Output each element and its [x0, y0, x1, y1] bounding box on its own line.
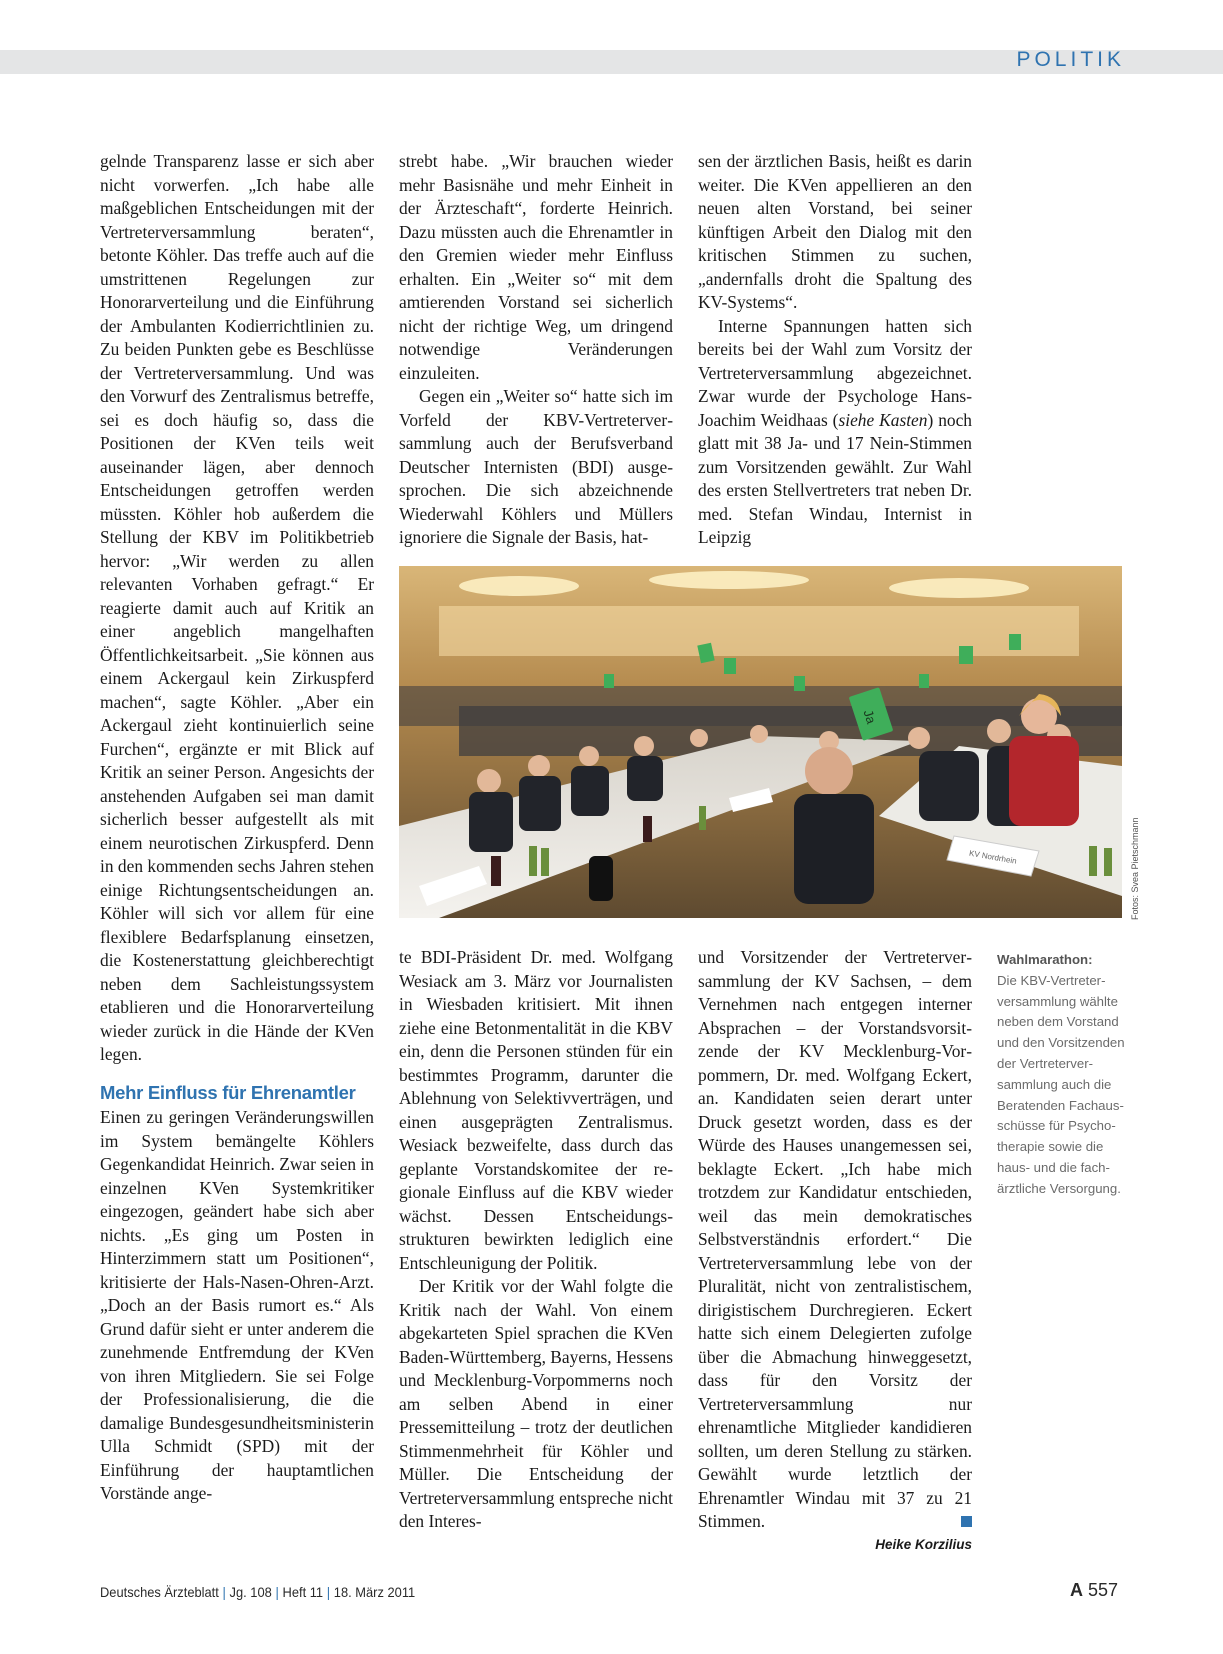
footer-publication	[100, 1584, 415, 1600]
article-column-3-bottom	[698, 946, 972, 1534]
paragraph: gelnde Transparenz lasse er sich aber nicht vorwerfen. „Ich habe alle maßgeblichen Entscheidungen mit der Vertreterversammlung beraten“, betonte Köhler. Das treffe auch auf die umstrittenen Regelungen zur Honorarverteilung und die Einführung der Ambulanten Kodierrichtlinien zu. Zu beiden Punkten gebe es Beschlüsse der Vertreterversammlung. Und was den Vorwurf des Zentralismus betreffe, sei es doch häufig so, dass die Positionen der KVen teils weit auseinander lägen, aber dennoch Entscheidungen getroffen werden müssten. Köhler hob außerdem die Stellung der KBV im Politikbetrieb hervor: „Wir werden zu allen relevanten Vorhaben gefragt.“ Er reagierte damit auch auf Kritik an einer angeblich mangelhaften Öffentlichkeitsarbeit. „Sie können aus einem Ackergaul kein Zirkuspferd machen“, sagte Köhler. „Aber ein Ackergaul zieht kontinuierlich seine Furchen“, ergänzte er mit Blick auf Kritik an seiner Person. Angesichts der anstehenden Aufgaben sei man damit sicherlich besser aufgestellt als mit einem neurotischen Zirkuspferd. Denn in den kommenden sechs Jahren stehen einige Richtungsentscheidungen an. Köhler will sich vor allem für eine flexiblere Bedarfsplanung einsetzen, die Kostenerstattung gleichberechtigt neben dem Sachleistungssystem etablieren und die Honorarverteilung wieder zurück in die Hände der KVen legen.	[100, 151, 374, 1064]
article-column-3-top	[698, 150, 972, 550]
subheading: Mehr Einfluss für Ehrenamtler	[100, 1081, 356, 1103]
footer-separator: |	[222, 1584, 226, 1600]
paragraph: Der Kritik vor der Wahl folgte die Kritik nach der Wahl. Von einem abgekarteten Spiel sprachen die KVen Baden-Württemberg, Bayerns, Hessens und Mecklenburg-Vorpommerns noch am selben Abend in einer Pressemitteilung – trotz der deutlichen Stimmenmehrheit für Köhler und Müller. Die Entscheidung der Vertreterversammlung entspreche nicht den Interes-	[399, 1276, 673, 1531]
volume: Jg. 108	[229, 1584, 272, 1600]
paragraph: sen der ärztlichen Basis, heißt es darin weiter. Die KVen appellieren an den neuen alten Vorstand, bei seiner künftigen Arbeit den Dialog mit den kritischen Stimmen zu suchen, „andernfalls droht die Spaltung des KV-Systems“.	[698, 151, 972, 312]
page-prefix: A	[1069, 1580, 1083, 1600]
section-label: POLITIK	[1016, 48, 1125, 71]
footer-separator: |	[326, 1584, 331, 1600]
paragraph: te BDI-Präsident Dr. med. Wolfgang Wesiack am 3. März vor Journalisten in Wiesbaden kritisiert. Mit ihnen ziehe eine Betonmentalität in die KBV ein, denn die Personen stünden für ein bestimmtes Programm, darunter die Ablehnung von Selektivverträgen, und einen ausgeprägten Zentralismus. Wesiack bezweifelte, dass durch das geplante Vorstandskomitee der regionale Einfluss auf die KBV wieder wächst. Dessen Entscheidungsstrukturen bewirkten lediglich eine Entschleunigung der Politik.	[399, 947, 673, 1273]
paragraph-text: ) noch glatt mit 38 Ja- und 17 Nein-Stimmen zum Vorsitzenden gewählt. Zur Wahl des ersten Stellvertreters trat neben Dr. med. Stefan Windau, Internist in Leipzig	[698, 409, 973, 547]
page-number-value: 557	[1087, 1580, 1118, 1600]
paragraph-text: und Vorsitzender der Vertreterversammlung der KV Sachsen, – dem Vernehmen nach entgegen interner Absprachen – der Vorstandsvorsitzende der KV Mecklenburg-Vorpommern, Dr. med. Wolfgang Eckert, an. Kandidaten seien derart unter Druck gesetzt worden, dass es der Würde des Hauses unangemessen sei, beklagte Eckert. „Ich habe mich trotzdem zur Kandidatur entschieden, weil das mein demokratisches Selbstverständnis erfordert.“ Die Vertreterversammlung lebe von der Pluralität, nicht von zentralistischem, dirigistischem Durchregieren. Eckert hatte sich einem Delegierten zufolge über die Abmachung hinweggesetzt, dass für den Vorsitz der Vertreterversammlung nur ehrenamtliche Mitglieder kandidieren sollten, um deren Stellung zu stärken. Gewählt wurde letztlich der Ehrenamtler Windau mit 37 zu 21 Stimmen.	[698, 947, 972, 1531]
paragraph-text: Interne Spannungen hatten sich bereits bei der Wahl zum Vorsitz der Vertreterversammlung abgezeichnet. Zwar wurde der Psychologe Hans-Joachim Weidhaas (	[698, 315, 972, 430]
paragraph: Einen zu geringen Veränderungswillen im System bemängelte Köhlers Gegenkandidat Heinrich. Zwar seien in einzelnen KVen Systemkritiker eingezogen, geändert habe sich aber nichts. „Es ging um Posten in Hinterzimmern statt um Positionen“, kritisierte der Hals-Nasen-Ohren-Arzt. „Doch an der Basis rumort es.“ Als Grund dafür sieht er unter anderem die zunehmende Entfremdung der KVen von ihren Mitgliedern. Sie sei Folge der Professionalisierung, die die damalige Bundesgesundheitsministerin Ulla Schmidt (SPD) mit der Einführung der hauptamtlichen Vorstände ange-	[100, 1107, 374, 1503]
article-column-1	[100, 150, 374, 1506]
issue-date: 18. März 2011	[333, 1584, 416, 1600]
assembly-photo	[399, 566, 1122, 918]
voting-card-label: Ja	[860, 707, 879, 726]
paragraph: Gegen ein „Weiter so“ hatte sich im Vorfeld der KBV-Vertreterversammlung auch der Berufsverband Deutscher Internisten (BDI) ausgesprochen. Die sich abzeichnende Wiederwahl Köhlers und Müllers ignoriere die Signale der Basis, hat-	[399, 386, 673, 547]
page-number	[1070, 1580, 1118, 1601]
journal-name: Deutsches Ärzteblatt	[100, 1584, 219, 1600]
table-sign: KV Nordrhein	[968, 848, 1018, 866]
caption-title: Wahlmarathon:	[997, 952, 1093, 967]
photo-credit: Fotos: Svea Pietschmann	[1130, 817, 1140, 920]
end-of-article-icon	[961, 1516, 972, 1527]
author-byline: Heike Korzilius	[875, 1537, 972, 1552]
article-column-2-top	[399, 150, 673, 550]
paragraph	[698, 946, 972, 1534]
paragraph: strebt habe. „Wir brauchen wieder mehr Basisnähe und mehr Einheit in der Ärzteschaft“, forderte Heinrich. Dazu müssten auch die Ehrenamtler in den Gremien wieder mehr Einfluss erhalten. Ein „Weiter so“ mit dem amtierenden Vorstand sei sicherlich nicht der richtige Weg, um dringend notwendige Veränderungen einzuleiten.	[399, 151, 673, 383]
issue: Heft 11	[282, 1584, 324, 1600]
paragraph	[698, 315, 972, 550]
photo-caption	[997, 950, 1132, 1200]
article-column-2-bottom	[399, 946, 673, 1534]
footer-separator: |	[275, 1584, 279, 1600]
caption-text: Die KBV-Vertreterversammlung wählte neben dem Vorstand und den Vorsitzenden der Vertreterversammlung auch die Beratenden Fachausschüsse für Psychotherapie sowie die haus- und die fachärztliche Versorgung.	[997, 972, 1125, 1196]
cross-reference: siehe Kasten	[838, 409, 928, 430]
